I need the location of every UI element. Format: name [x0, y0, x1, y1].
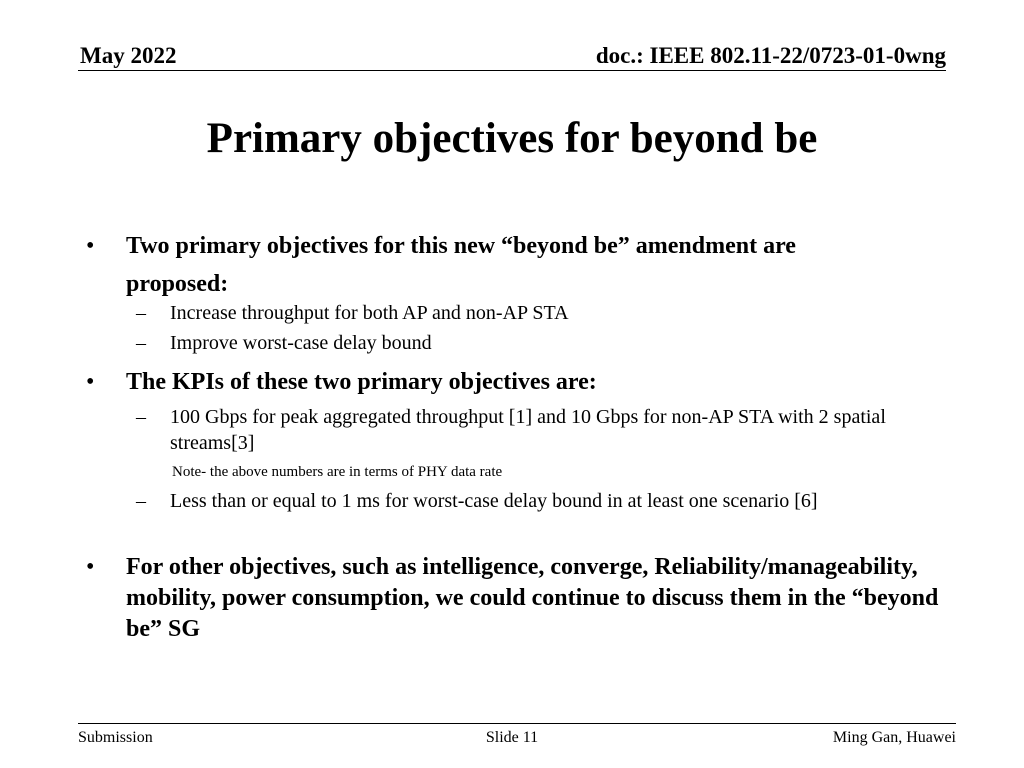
bullet-1-sub-1-text: Increase throughput for both AP and non-AP STA	[170, 302, 569, 324]
bullet-2	[86, 364, 946, 400]
header-doc-id: doc.: IEEE 802.11-22/0723-01-0wng	[595, 43, 946, 68]
note-text: Note- the above numbers are in terms of PHY data rate	[172, 464, 503, 480]
bullet-mark: •	[86, 369, 95, 395]
footer-slide-number: Slide 11	[485, 729, 539, 746]
bullet-1-line2: proposed:	[126, 271, 229, 297]
bullet-1-sub-2-text: Improve worst-case delay bound	[170, 332, 432, 354]
dash-mark: –	[136, 406, 146, 428]
bullet-1-sub-1	[86, 300, 946, 326]
bullet-mark: •	[86, 554, 95, 580]
bullet-2-text: The KPIs of these two primary objectives are:	[126, 369, 597, 395]
header-rule	[78, 70, 946, 71]
dash-mark: –	[136, 490, 146, 512]
bullet-2-sub-1-text: 100 Gbps for peak aggregated throughput [1] and 10 Gbps for non-AP STA with 2 spatial streams[3]	[170, 406, 886, 454]
bullet-1-line1: Two primary objectives for this new “beyond be” amendment are	[126, 233, 796, 259]
bullet-1	[86, 228, 946, 304]
bullet-3-text: For other objectives, such as intelligence, converge, Reliability/manageability, mobility, power consumption, we could continue to discuss them in the “beyond be” SG	[126, 554, 939, 642]
slide-body	[86, 228, 946, 645]
dash-mark: –	[136, 332, 146, 354]
bullet-2-sub-2-text: Less than or equal to 1 ms for worst-case delay bound in at least one scenario [6]	[170, 490, 818, 512]
bullet-1-sub-2	[86, 330, 946, 356]
footer-submission: Submission	[78, 729, 153, 746]
bullet-2-sub-2	[86, 488, 946, 514]
bullet-3	[86, 552, 946, 645]
dash-mark: –	[136, 302, 146, 324]
bullet-mark: •	[86, 233, 95, 259]
bullet-2-sub-1	[86, 404, 946, 456]
header-date: May 2022	[80, 43, 177, 68]
footer-author: Ming Gan, Huawei	[832, 729, 956, 746]
slide-title: Primary objectives for beyond be	[206, 115, 818, 162]
footer-rule	[78, 723, 956, 724]
